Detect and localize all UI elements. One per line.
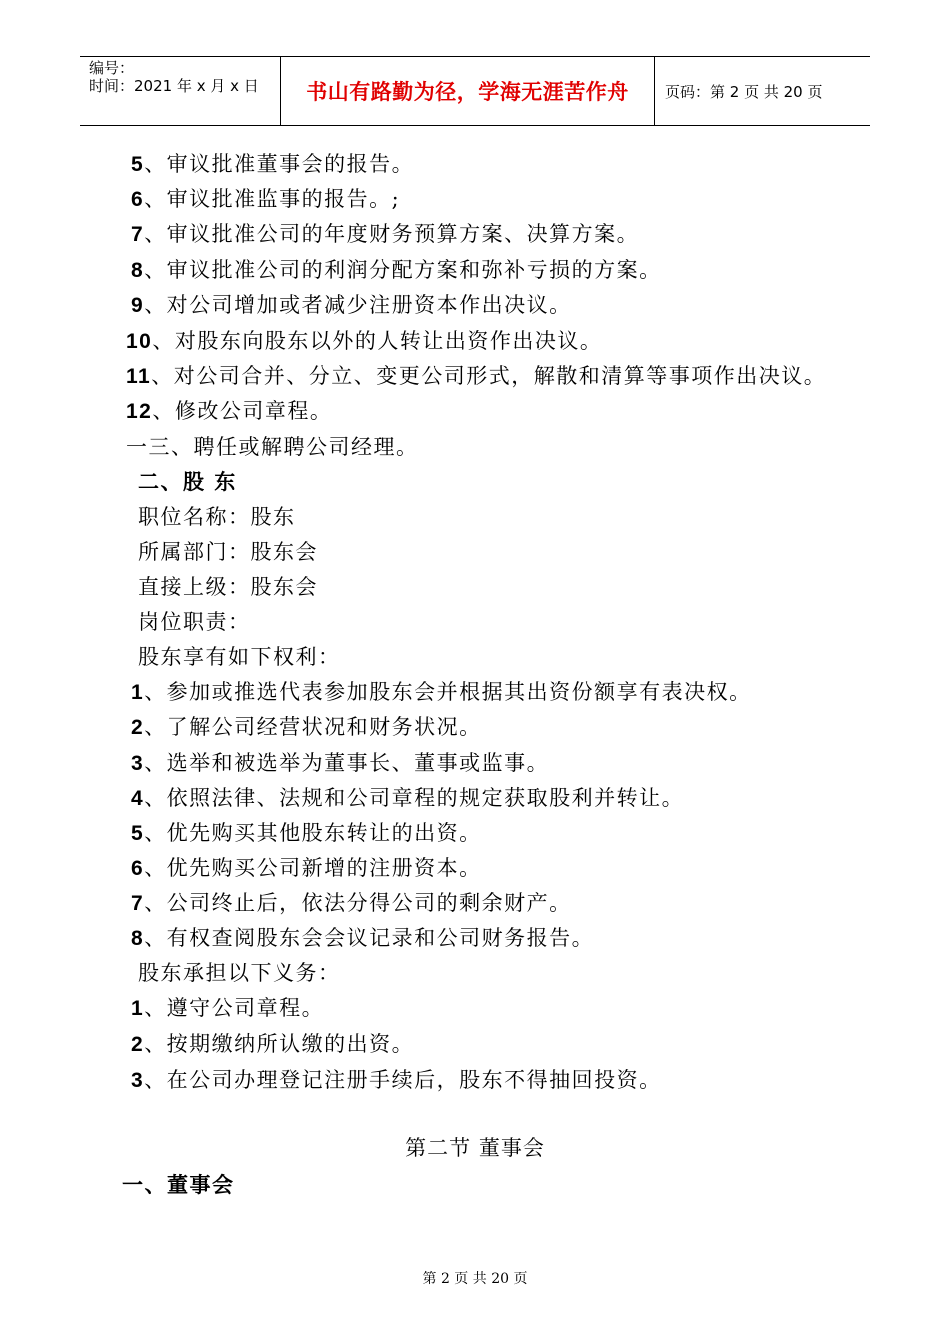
list-item: 12、修改公司章程。 (126, 399, 333, 423)
page-footer: 第 2 页 共 20 页 (422, 1271, 528, 1287)
page-header (80, 56, 870, 126)
list-item-13: 一三、聘任或解聘公司经理。 (126, 435, 419, 459)
obligations-item: 1、遵守公司章程。 (131, 996, 325, 1020)
rights-item: 5、优先购买其他股东转让的出资。 (131, 821, 482, 845)
header-number-label: 编号： (89, 59, 135, 77)
obligations-item: 2、按期缴纳所认缴的出资。 (131, 1032, 415, 1056)
rights-intro: 股东享有如下权利： (138, 645, 341, 669)
header-meta (80, 57, 281, 125)
department: 所属部门：股东会 (138, 540, 318, 564)
list-item: 8、审议批准公司的利润分配方案和弥补亏损的方案。 (131, 258, 662, 282)
header-slogan: 书山有路勤为径，学海无涯苦作舟 (281, 57, 655, 125)
rights-item: 7、公司终止后，依法分得公司的剩余财产。 (131, 891, 572, 915)
rights-item: 8、有权查阅股东会会议记录和公司财务报告。 (131, 926, 595, 950)
rights-item: 3、选举和被选举为董事长、董事或监事。 (131, 751, 550, 775)
rights-item: 4、依照法律、法规和公司章程的规定获取股利并转让。 (131, 786, 685, 810)
list-item: 7、审议批准公司的年度财务预算方案、决算方案。 (131, 222, 640, 246)
board-heading: 一、董事会 (122, 1173, 235, 1197)
section-title: 第二节 董事会 (405, 1136, 545, 1160)
list-item: 6、审议批准监事的报告。; (131, 187, 401, 211)
list-item: 5、审议批准董事会的报告。 (131, 152, 415, 176)
position-name: 职位名称：股东 (138, 505, 296, 529)
header-time-label: 时间：2021 年 x 月 x 日 (89, 77, 259, 95)
header-page-info: 页码：第 2 页 共 20 页 (665, 82, 823, 101)
obligations-intro: 股东承担以下义务： (138, 961, 341, 985)
list-item: 10、对股东向股东以外的人转让出资作出决议。 (126, 329, 603, 353)
duties-label: 岗位职责： (138, 610, 251, 634)
rights-item: 1、参加或推选代表参加股东会并根据其出资份额享有表决权。 (131, 680, 752, 704)
superior: 直接上级：股东会 (138, 575, 318, 599)
list-item: 11、对公司合并、分立、变更公司形式，解散和清算等事项作出决议。 (126, 364, 827, 388)
shareholder-heading: 二、股 东 (138, 470, 237, 494)
rights-item: 6、优先购买公司新增的注册资本。 (131, 856, 482, 880)
obligations-item: 3、在公司办理登记注册手续后，股东不得抽回投资。 (131, 1068, 662, 1092)
rights-item: 2、了解公司经营状况和财务状况。 (131, 715, 482, 739)
list-item: 9、对公司增加或者减少注册资本作出决议。 (131, 293, 572, 317)
